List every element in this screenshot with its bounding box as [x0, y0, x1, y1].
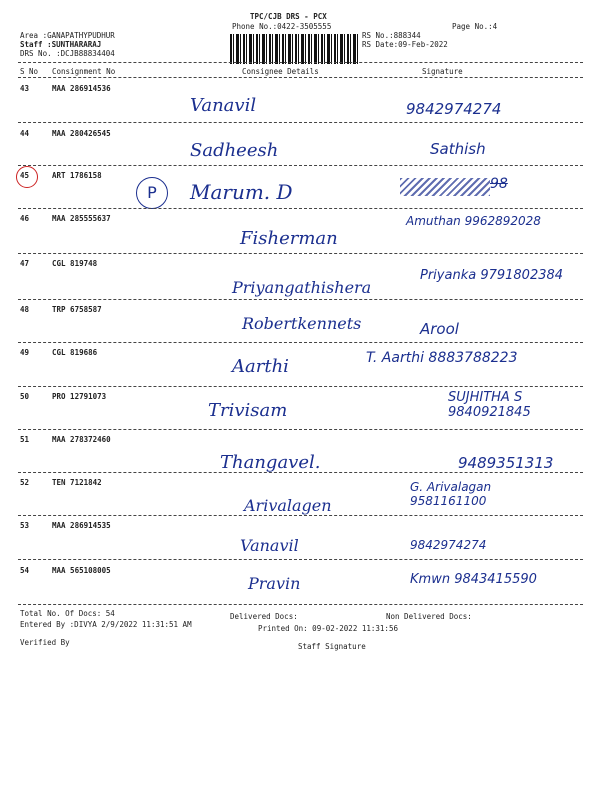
- consignee-name: Thangavel.: [220, 452, 321, 473]
- row-consignment: MAA 278372460: [52, 435, 111, 444]
- signature: Amuthan 9962892028: [406, 214, 541, 228]
- row-consignment: TEN 7121842: [52, 478, 102, 487]
- row-consignment: MAA 286914535: [52, 521, 111, 530]
- row-divider: [18, 386, 583, 387]
- row-sno: 44: [20, 129, 30, 138]
- row-divider: [18, 208, 583, 209]
- row-divider: [18, 604, 583, 605]
- row-sno: 54: [20, 566, 30, 575]
- row-sno: 45: [20, 171, 30, 180]
- col-signature: Signature: [422, 67, 463, 76]
- consignee-name: Arivalagen: [244, 496, 332, 515]
- row-sno: 49: [20, 348, 30, 357]
- total-docs: Total No. Of Docs: 54: [20, 609, 115, 618]
- signature: Arool: [420, 320, 459, 338]
- area-label: Area :GANAPATHYPUDHUR: [20, 31, 115, 40]
- page-number: Page No.:4: [452, 22, 498, 31]
- row-consignment: MAA 285555637: [52, 214, 111, 223]
- rs-number: RS No.:888344: [362, 31, 421, 40]
- row-sno: 50: [20, 392, 30, 401]
- consignee-name: Priyangathishera: [232, 278, 372, 297]
- consignee-name: Fisherman: [240, 228, 338, 249]
- signature: T. Aarthi 8883788223: [366, 350, 518, 366]
- document-title: TPC/CJB DRS - PCX: [250, 12, 327, 21]
- row-sno: 47: [20, 259, 30, 268]
- row-consignment: MAA 565108005: [52, 566, 111, 575]
- row-sno: 51: [20, 435, 30, 444]
- row-divider: [18, 429, 583, 430]
- row-divider: [18, 122, 583, 123]
- signature: SUJHITHA S 9840921845: [448, 390, 531, 420]
- consignee-name: Sadheesh: [190, 140, 279, 161]
- signature: G. Arivalagan 9581161100: [410, 480, 492, 508]
- row-divider: [18, 165, 583, 166]
- row-divider: [18, 299, 583, 300]
- signature: 9842974274: [406, 100, 502, 118]
- verified-by: Verified By: [20, 638, 70, 647]
- consignee-name: Vanavil: [190, 95, 257, 116]
- consignee-name: Marum. D: [190, 180, 293, 204]
- scribble-mark: [400, 178, 490, 196]
- row-consignment: TRP 6758587: [52, 305, 102, 314]
- staff-label: Staff :SUNTHARARAJ: [20, 40, 102, 49]
- row-sno: 43: [20, 84, 30, 93]
- row-divider: [18, 559, 583, 560]
- divider: [18, 77, 583, 78]
- col-consignee: Consignee Details: [242, 67, 319, 76]
- consignee-name: Trivisam: [208, 400, 288, 421]
- p-circle-mark: P: [136, 177, 168, 209]
- consignee-name: Pravin: [248, 574, 301, 593]
- signature: Priyanka 9791802384: [420, 268, 564, 283]
- row-divider: [18, 342, 583, 343]
- row-consignment: CGL 819686: [52, 348, 98, 357]
- rs-date: RS Date:09-Feb-2022: [362, 40, 448, 49]
- row-divider: [18, 472, 583, 473]
- divider: [18, 62, 583, 63]
- row-consignment: MAA 286914536: [52, 84, 111, 93]
- col-consignment: Consignment No: [52, 67, 116, 76]
- signature: Sathish: [430, 140, 486, 158]
- row-sno: 48: [20, 305, 30, 314]
- entered-by: Entered By :DIVYA 2/9/2022 11:31:51 AM: [20, 620, 192, 629]
- row-consignment: ART 1786158: [52, 171, 102, 180]
- row-consignment: CGL 819748: [52, 259, 98, 268]
- consignee-name: Vanavil: [240, 536, 299, 555]
- signature: 9842974274: [410, 538, 487, 552]
- consignee-name: Aarthi: [232, 356, 289, 377]
- staff-signature: Staff Signature: [298, 642, 366, 651]
- row-consignment: MAA 280426545: [52, 129, 111, 138]
- row-sno: 52: [20, 478, 30, 487]
- barcode: [230, 34, 358, 64]
- row-sno: 53: [20, 521, 30, 530]
- signature: 98: [490, 176, 508, 192]
- delivered-docs: Delivered Docs:: [230, 612, 298, 621]
- row-sno: 46: [20, 214, 30, 223]
- consignee-name: Robertkennets: [242, 314, 362, 333]
- col-sno: S No: [20, 67, 39, 76]
- non-delivered-docs: Non Delivered Docs:: [386, 612, 472, 621]
- signature: 9489351313: [458, 454, 554, 472]
- row-divider: [18, 253, 583, 254]
- row-consignment: PRO 12791073: [52, 392, 107, 401]
- signature: Kmwn 9843415590: [410, 572, 537, 587]
- printed-on: Printed On: 09-02-2022 11:31:56: [258, 624, 398, 633]
- row-divider: [18, 515, 583, 516]
- drs-number: DRS No. :DCJB88834404: [20, 49, 115, 58]
- phone-number: Phone No.:0422-3505555: [232, 22, 332, 31]
